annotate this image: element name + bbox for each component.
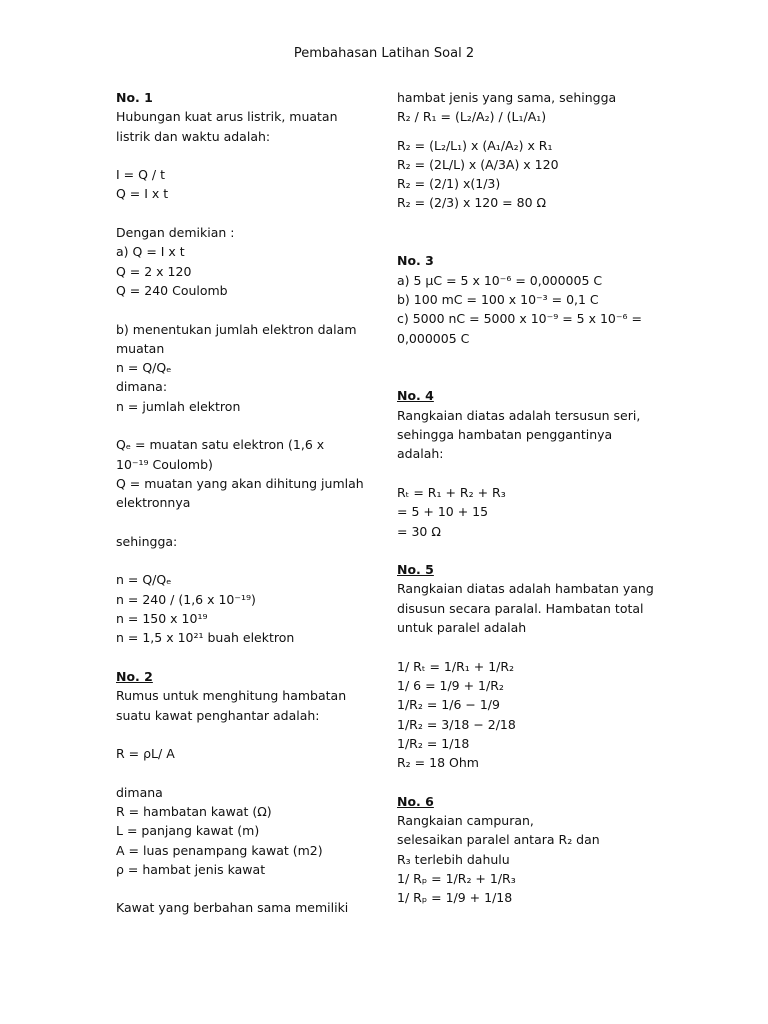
text-line: 1/ Rₜ = 1/R₁ + 1/R₂	[397, 658, 515, 674]
section-heading: No. 1	[116, 90, 153, 105]
text-line: L = panjang kawat (m)	[116, 823, 260, 839]
text-line: I = Q / t	[116, 167, 166, 183]
text-line: 1/R₂ = 3/18 − 2/18	[397, 716, 516, 732]
blank-line	[397, 213, 659, 232]
text-line: hambat jenis yang sama, sehingga	[397, 90, 617, 105]
blank-line	[116, 879, 378, 898]
text-line: Rangkaian diatas adalah tersusun seri,	[397, 407, 641, 423]
text-line: a) 5 μC = 5 x 10⁻⁶ = 0,000005 C	[397, 272, 603, 288]
text-line: Rangkaian diatas adalah hambatan yang	[397, 581, 654, 597]
blank-line	[397, 348, 659, 367]
blank-line	[397, 772, 659, 791]
text-line: elektronnya	[116, 495, 191, 511]
text-line: R = hambatan kawat (Ω)	[116, 803, 272, 819]
text-line: b) menentukan jumlah elektron dalam	[116, 321, 357, 337]
text-line: untuk paralel adalah	[397, 620, 527, 636]
text-line: b) 100 mC = 100 x 10⁻³ = 0,1 C	[397, 291, 599, 307]
text-line: R₂ / R₁ = (L₂/A₂) / (L₁/A₁)	[397, 109, 547, 125]
page-title: Pembahasan Latihan Soal 2	[293, 46, 475, 61]
text-line: 1/ 6 = 1/9 + 1/R₂	[397, 677, 504, 693]
section-heading: No. 5	[397, 562, 434, 578]
blank-line	[116, 648, 378, 667]
blank-line	[397, 464, 659, 483]
blank-line	[397, 637, 659, 656]
text-line: R₂ = (L₂/L₁) x (A₁/A₂) x R₁	[397, 137, 553, 153]
text-line: suatu kawat penghantar adalah:	[116, 707, 320, 723]
text-line: Rₜ = R₁ + R₂ + R₃	[397, 484, 506, 500]
text-line: sehingga hambatan penggantinya	[397, 427, 613, 443]
right-column	[397, 88, 659, 907]
blank-line	[116, 416, 378, 435]
text-line: Rumus untuk menghitung hambatan	[116, 688, 347, 704]
text-line: R₂ = 18 Ohm	[397, 755, 479, 771]
blank-line	[116, 551, 378, 570]
text-line: R₂ = (2/3) x 120 = 80 Ω	[397, 195, 547, 211]
text-line: 1/R₂ = 1/6 − 1/9	[397, 697, 500, 713]
text-line: 1/R₂ = 1/18	[397, 735, 470, 751]
blank-line	[116, 300, 378, 319]
text-line: 10⁻¹⁹ Coulomb)	[116, 456, 213, 472]
text-line: n = Q/Qₑ	[116, 360, 172, 376]
text-line: Kawat yang berbahan sama memiliki	[116, 900, 349, 916]
text-line: Q = 240 Coulomb	[116, 282, 228, 298]
section-heading: No. 3	[397, 253, 434, 269]
left-column	[116, 88, 378, 918]
text-line: A = luas penampang kawat (m2)	[116, 842, 323, 858]
blank-line	[116, 204, 378, 223]
text-line: = 5 + 10 + 15	[397, 504, 489, 520]
text-line: n = 1,5 x 10²¹ buah elektron	[116, 630, 295, 646]
text-line: c) 5000 nC = 5000 x 10⁻⁹ = 5 x 10⁻⁶ =	[397, 311, 642, 327]
text-line: 1/ Rₚ = 1/R₂ + 1/R₃	[397, 870, 516, 886]
text-line: R₂ = (2/1) x(1/3)	[397, 176, 501, 192]
blank-line	[397, 127, 659, 136]
text-line: Q = I x t	[116, 186, 169, 202]
blank-line	[397, 232, 659, 251]
text-line: Q = muatan yang akan dihitung jumlah	[116, 475, 364, 491]
text-line: Hubungan kuat arus listrik, muatan	[116, 109, 338, 125]
section-heading: No. 6	[397, 793, 434, 809]
blank-line	[116, 513, 378, 532]
text-line: Qₑ = muatan satu elektron (1,6 x	[116, 437, 325, 453]
section-heading: No. 2	[116, 668, 153, 684]
text-line: a) Q = I x t	[116, 244, 185, 260]
text-line: dimana	[116, 784, 163, 800]
text-line: = 30 Ω	[397, 523, 441, 539]
blank-line	[397, 541, 659, 560]
section-heading: No. 4	[397, 388, 434, 404]
text-line: dimana:	[116, 379, 168, 395]
text-line: sehingga:	[116, 533, 178, 549]
text-line: Dengan demikian :	[116, 225, 235, 241]
text-line: Rangkaian campuran,	[397, 812, 534, 828]
blank-line	[116, 146, 378, 165]
text-line: muatan	[116, 340, 165, 356]
text-line: Q = 2 x 120	[116, 263, 192, 279]
text-line: n = 150 x 10¹⁹	[116, 611, 208, 627]
text-line: listrik dan waktu adalah:	[116, 128, 271, 144]
text-line: R₂ = (2L/L) x (A/3A) x 120	[397, 156, 559, 172]
text-line: ρ = hambat jenis kawat	[116, 861, 266, 877]
blank-line	[116, 763, 378, 782]
text-line: n = jumlah elektron	[116, 398, 241, 414]
text-line: 1/ Rₚ = 1/9 + 1/18	[397, 890, 513, 906]
text-line: disusun secara paralal. Hambatan total	[397, 600, 644, 616]
text-line: n = Q/Qₑ	[116, 572, 172, 588]
blank-line	[397, 367, 659, 386]
blank-line	[116, 725, 378, 744]
text-line: 0,000005 C	[397, 330, 470, 346]
text-line: n = 240 / (1,6 x 10⁻¹⁹)	[116, 591, 256, 607]
text-line: selesaikan paralel antara R₂ dan	[397, 832, 600, 848]
text-line: adalah:	[397, 446, 444, 462]
text-line: R = ρL/ A	[116, 746, 175, 762]
text-line: R₃ terlebih dahulu	[397, 851, 510, 867]
